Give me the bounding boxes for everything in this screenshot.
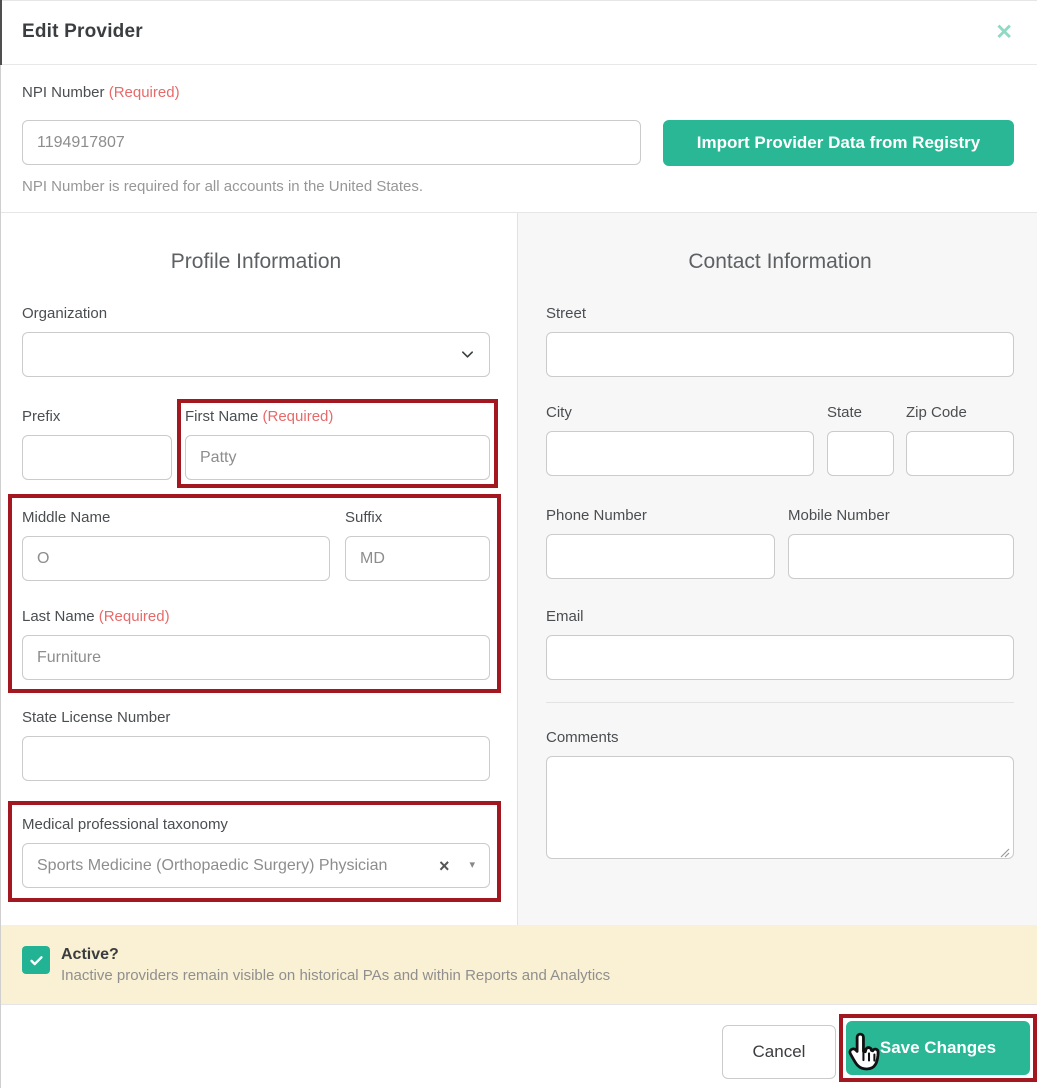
- mobile-input[interactable]: [788, 534, 1014, 579]
- organization-select[interactable]: [22, 332, 490, 377]
- first-name-required-tag: (Required): [262, 408, 334, 425]
- contact-heading: Contact Information: [688, 250, 872, 273]
- save-changes-button[interactable]: Save Changes: [846, 1021, 1030, 1075]
- close-icon[interactable]: ✕: [995, 20, 1013, 44]
- state-input[interactable]: [827, 431, 894, 476]
- first-name-label: [185, 407, 490, 427]
- check-icon: [28, 952, 45, 969]
- active-banner: [0, 925, 1037, 1005]
- mobile-field-group: [788, 506, 1014, 579]
- middle-name-field-group: [22, 508, 330, 581]
- npi-row: [22, 120, 1014, 166]
- middle-name-label: Middle Name: [22, 509, 111, 526]
- npi-input[interactable]: [22, 120, 641, 165]
- npi-label: [22, 83, 1014, 103]
- street-field-group: [546, 304, 1014, 377]
- modal-title: Edit Provider: [22, 21, 143, 42]
- last-name-label-text: Last Name: [22, 608, 95, 625]
- clear-icon[interactable]: ×: [438, 855, 450, 876]
- contact-information-column: [518, 213, 1037, 925]
- prefix-firstname-row: [22, 399, 490, 488]
- state-license-field-group: [22, 708, 490, 781]
- modal-left-edge-light: [0, 65, 1, 1088]
- npi-label-text: NPI Number: [22, 84, 105, 101]
- cancel-button[interactable]: Cancel: [722, 1025, 836, 1079]
- middlename-suffix-row: [22, 508, 490, 581]
- city-state-zip-row: [546, 403, 1014, 476]
- phone-input[interactable]: [546, 534, 775, 579]
- state-field-group: [827, 403, 894, 476]
- first-name-label-text: First Name: [185, 408, 259, 425]
- profile-information-column: [0, 213, 518, 925]
- email-field-group: [546, 607, 1014, 680]
- organization-label: Organization: [22, 305, 108, 322]
- mobile-label: Mobile Number: [788, 507, 890, 524]
- suffix-label: Suffix: [345, 509, 383, 526]
- modal-left-edge-dark: [0, 0, 2, 65]
- city-field-group: [546, 403, 814, 476]
- annotation-box-save: [839, 1014, 1037, 1082]
- last-name-field-group: [22, 607, 490, 680]
- form-columns: [0, 213, 1037, 925]
- taxonomy-field-group: [22, 815, 490, 888]
- active-description: Inactive providers remain visible on historical PAs and within Reports and Analytics: [61, 967, 611, 984]
- zip-field-group: [906, 403, 1014, 476]
- last-name-input[interactable]: [22, 635, 490, 680]
- email-input[interactable]: [546, 635, 1014, 680]
- last-name-label: [22, 607, 490, 627]
- suffix-field-group: [345, 508, 490, 581]
- profile-heading: Profile Information: [170, 250, 342, 273]
- prefix-field-group: [22, 407, 172, 480]
- active-label: Active?: [61, 946, 119, 963]
- phone-label: Phone Number: [546, 507, 647, 524]
- comments-label: Comments: [546, 729, 619, 746]
- middle-name-input[interactable]: [22, 536, 330, 581]
- contact-divider: [546, 702, 1014, 703]
- suffix-input[interactable]: [345, 536, 490, 581]
- comments-textarea[interactable]: [546, 756, 1014, 859]
- taxonomy-value: Sports Medicine (Orthopaedic Surgery) Physician: [37, 856, 388, 874]
- street-input[interactable]: [546, 332, 1014, 377]
- taxonomy-label: Medical professional taxonomy: [22, 816, 228, 833]
- modal-footer: [0, 1005, 1037, 1088]
- zip-label: Zip Code: [906, 404, 967, 421]
- city-input[interactable]: [546, 431, 814, 476]
- dropdown-caret-icon[interactable]: ▾: [469, 859, 475, 871]
- prefix-input[interactable]: [22, 435, 172, 480]
- phone-field-group: [546, 506, 775, 579]
- active-checkbox[interactable]: [22, 946, 50, 974]
- import-provider-button[interactable]: Import Provider Data from Registry: [663, 120, 1014, 166]
- prefix-label: Prefix: [22, 408, 61, 425]
- first-name-input[interactable]: [185, 435, 490, 480]
- modal-header: [0, 0, 1037, 65]
- resize-grip-icon[interactable]: [998, 846, 1010, 858]
- chevron-down-icon: [460, 347, 475, 362]
- annotation-box-taxonomy: [8, 801, 501, 902]
- annotation-box-name-fields: [8, 494, 501, 693]
- last-name-required-tag: (Required): [98, 608, 170, 625]
- phone-mobile-row: [546, 506, 1014, 579]
- state-license-input[interactable]: [22, 736, 490, 781]
- state-license-label: State License Number: [22, 709, 171, 726]
- annotation-box-first-name: [177, 399, 498, 488]
- comments-textarea-wrap: [546, 756, 1014, 864]
- email-label: Email: [546, 608, 584, 625]
- npi-section: [0, 65, 1037, 213]
- street-label: Street: [546, 305, 587, 322]
- npi-helper-text: NPI Number is required for all accounts in the United States.: [22, 178, 424, 195]
- organization-field-group: [22, 304, 490, 377]
- comments-field-group: [546, 728, 1014, 864]
- first-name-field-group: [185, 407, 490, 480]
- modal-top-edge: [0, 0, 1037, 1]
- npi-required-tag: (Required): [108, 84, 180, 101]
- active-banner-text: [61, 946, 610, 984]
- zip-input[interactable]: [906, 431, 1014, 476]
- city-label: City: [546, 404, 572, 421]
- taxonomy-select[interactable]: [22, 843, 490, 888]
- state-label: State: [827, 404, 863, 421]
